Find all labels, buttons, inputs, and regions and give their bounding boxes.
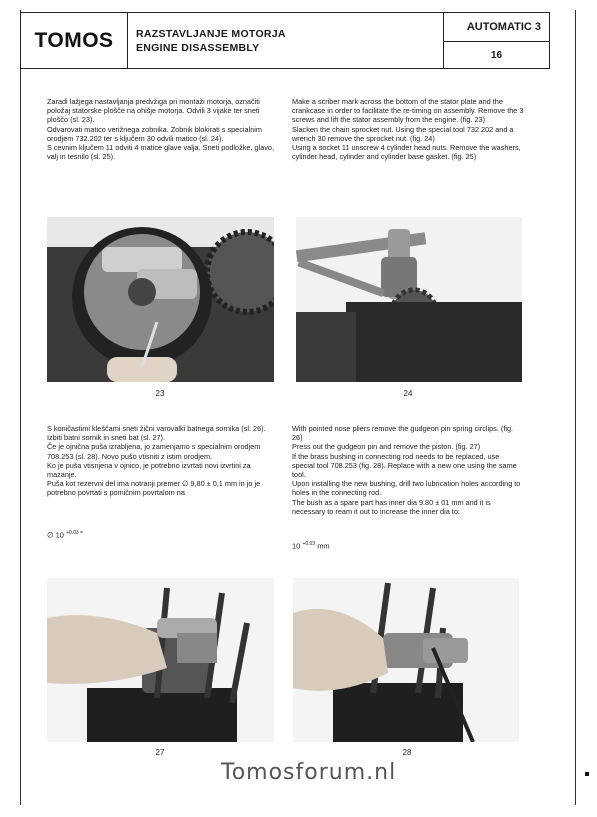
paragraph: Press out the gudgeon pin and remove the piston. (fig. 27) [292, 442, 481, 452]
paragraph: S koničastimi kleščami sneti žični varovalki batnega sornika (sl. 26). [47, 424, 266, 433]
figure-27-photo [47, 578, 274, 742]
title-english: ENGINE DISASSEMBLY [136, 42, 260, 54]
paragraph: Zaradi lažjega nastavljanja predvžiga pri montaži motorja, označiti položaj statorske plošče na ohišje motorja. Odvili 3 vijake ter sneti ploščo (sl. 23). [47, 97, 260, 125]
figure-28-photo [293, 578, 519, 742]
paragraph: The bush as a spare part has inner dia 9.80 ± 01 mm and it is necessary to ream it out to increase the inner dia to: [292, 497, 491, 516]
figure-28-caption: 28 [402, 748, 412, 757]
paragraph: With pointed nose pliers remove the gudgeon pin spring circlips. (fig. 26) [292, 424, 514, 443]
paragraph: Puša kot rezervni del ima notranji premer ∅ 9,80 ± 0,1 mm in jo je potrebno povrtati s pomičnim povrtalom na [47, 479, 261, 498]
formula-text: 10 [292, 541, 301, 551]
section2-english [292, 424, 524, 516]
section1-english [292, 97, 524, 161]
paragraph: S cevnim ključem 11 odviti 4 matice glave valja. Sneti podložke, glavo, valj in tesnilo (sl. 25). [47, 143, 274, 162]
header-title [128, 13, 443, 68]
paragraph: If the brass bushing in connecting rod needs to be replaced, use special tool 708.253 (fig. 28). Replace with a new one using the same tool. [292, 451, 517, 480]
figure-23-caption: 23 [155, 389, 165, 398]
page-header [20, 12, 550, 69]
page-number: 16 [490, 49, 503, 61]
paragraph: Če je ojnična puša izrabljena, jo zamenjamo s specialnim orodjem 708.253 (sl. 28). Novo pušo vtisniti z istim orodjem. [47, 442, 261, 461]
header-right [443, 13, 549, 68]
paragraph: Using a socket 11 unscrew 4 cylinder head nuts. Remove the washers, cylinder head, cylinder and cylinder base gasket. (fig. 25) [292, 143, 521, 162]
english-dimension: 10 $^{+0.03}$ mm [292, 541, 330, 551]
formula-text: ∅ 10 [47, 530, 64, 540]
figure-24-photo [296, 217, 522, 382]
paragraph: Ko je puša vtisnjena v ojnico, je potrebno izvrtati novi izvrtini za mazanje. [47, 460, 251, 480]
title-slovene: RAZSTAVLJANJE MOTORJA [136, 28, 286, 40]
watermark: Tomosforum.nl [221, 760, 397, 785]
figure-24-caption: 24 [403, 389, 413, 398]
slovene-dimension: ∅ 10 $^{+0.03}$ = [47, 530, 84, 540]
formula-unit: mm [317, 541, 330, 551]
model-name: AUTOMATIC 3 [444, 13, 549, 42]
figure-23-photo [47, 217, 274, 382]
paragraph: Slacken the chain sprocket nut. Using the special tool 732.202 and a wrench 30 remove the sprocket nut. (fig. 24) [292, 124, 514, 143]
margin-dot [585, 772, 589, 776]
paragraph: Izbiti batni sornik in sneti bat (sl. 27). [47, 433, 166, 443]
figure-27-caption: 27 [155, 748, 165, 757]
paragraph: Upon installing the new bushing, drill two lubrication holes according to holes in the connecting rod. [292, 479, 521, 498]
section1-slovene [47, 97, 277, 161]
section2-slovene [47, 424, 277, 498]
brand-logo: TOMOS [21, 13, 128, 68]
paragraph: Make a scriber mark across the bottom of the stator plate and the crankcase in order to facilitate the re-timing on assembly. Remove the 3 screws and lift the stator assembly from the engine. (fig. 23) [292, 97, 524, 125]
paragraph: Odvarovati matico verižnega zobnika. Zobnik blokirati s specialnim orodjem 732.202 ter s ključem 30 odvili matico (sl. 24). [47, 124, 262, 143]
